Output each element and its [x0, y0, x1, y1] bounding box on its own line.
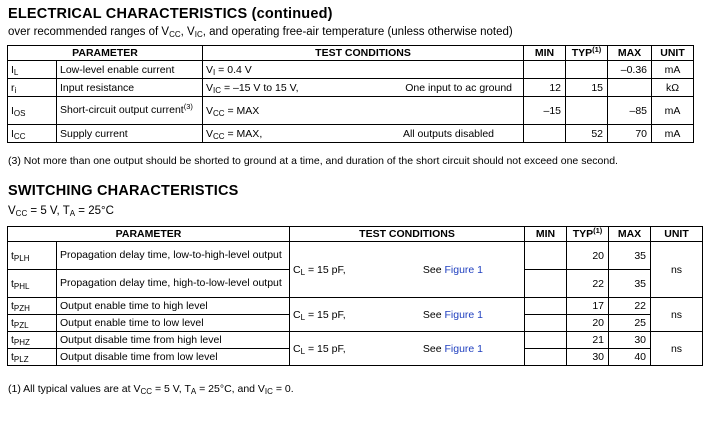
- footnote-ref: (1): [593, 226, 603, 235]
- min-value: [524, 61, 566, 79]
- header-typ-label: TYP: [571, 47, 593, 59]
- switching-title: SWITCHING CHARACTERISTICS: [8, 183, 239, 199]
- param-symbol: [8, 79, 57, 97]
- symbol-sub: PHZ: [13, 338, 30, 347]
- unit-value: mA: [652, 97, 694, 125]
- table-row: [8, 242, 703, 270]
- symbol: I: [11, 104, 14, 117]
- footnote-text: = 0.: [272, 383, 294, 395]
- max-value: 40: [609, 349, 651, 366]
- see-text: See: [422, 342, 445, 355]
- test-condition: [203, 97, 524, 125]
- cond-text: = 15 pF,: [305, 308, 346, 321]
- max-value: 70: [608, 125, 652, 143]
- header-typ: [566, 46, 608, 61]
- symbol: t: [11, 249, 14, 262]
- typ-value: 17: [567, 298, 609, 315]
- param-desc: Propagation delay time, low-to-high-level output: [57, 242, 290, 270]
- header-test-conditions: TEST CONDITIONS: [203, 46, 524, 61]
- min-value: [525, 349, 567, 366]
- symbol: t: [11, 300, 14, 312]
- param-symbol: [8, 332, 57, 349]
- typ-value: 52: [566, 125, 608, 143]
- footnote-text: = 25°C, and V: [196, 383, 265, 395]
- max-value: 35: [609, 270, 651, 298]
- cond-text: V: [206, 127, 214, 140]
- subtitle-sub: CC: [169, 30, 181, 39]
- param-symbol: [8, 242, 57, 270]
- cond-text: C: [293, 308, 301, 321]
- header-min: MIN: [525, 227, 567, 242]
- footnote-ref: (1): [592, 45, 602, 54]
- figure-link[interactable]: Figure 1: [444, 263, 484, 276]
- symbol: t: [11, 334, 14, 346]
- see-text: See: [422, 263, 445, 276]
- param-desc: Output enable time to low level: [57, 315, 290, 332]
- typ-value: 22: [567, 270, 609, 298]
- subtitle-text: , V: [180, 26, 195, 38]
- footnote-sub: IC: [264, 387, 273, 396]
- table-row: [8, 298, 703, 315]
- param-symbol: [8, 270, 57, 298]
- param-symbol: [8, 97, 57, 125]
- subtitle-text: = 25°C: [75, 205, 114, 217]
- electrical-title: ELECTRICAL CHARACTERISTICS (continued): [8, 6, 333, 22]
- electrical-footnote: (3) Not more than one output should be shorted to ground at a time, and duration of the short circuit should not exceed one second.: [8, 155, 618, 167]
- subtitle-text: over recommended ranges of V: [8, 26, 170, 38]
- footnote-ref: (3): [183, 102, 193, 111]
- cond-sub: I: [213, 67, 216, 77]
- min-value: [524, 125, 566, 143]
- switching-table: [7, 226, 703, 366]
- cond-text: V: [206, 81, 214, 94]
- unit-value: ns: [651, 242, 703, 298]
- header-typ: [567, 227, 609, 242]
- param-symbol: [8, 315, 57, 332]
- header-max: MAX: [608, 46, 652, 61]
- figure-link[interactable]: Figure 1: [444, 342, 484, 355]
- symbol-sub: PHL: [13, 281, 30, 291]
- param-desc: Low-level enable current: [57, 61, 203, 79]
- table-header-row: [8, 227, 703, 242]
- electrical-subtitle: [8, 26, 513, 38]
- max-value: 30: [609, 332, 651, 349]
- cond-sub: L: [300, 312, 306, 322]
- min-value: –15: [524, 97, 566, 125]
- typ-value: 21: [567, 332, 609, 349]
- typ-value: 20: [567, 242, 609, 270]
- symbol-sub: PZH: [13, 304, 30, 313]
- cond-text: C: [293, 342, 301, 355]
- header-min: MIN: [524, 46, 566, 61]
- symbol-sub: PLZ: [13, 355, 29, 364]
- footnote-sub: CC: [140, 387, 153, 396]
- footnote-text: (1) All typical values are at V: [8, 383, 141, 395]
- param-desc: Propagation delay time, high-to-low-level output: [57, 270, 290, 298]
- param-symbol: [8, 349, 57, 366]
- header-max: MAX: [609, 227, 651, 242]
- table-row: [8, 61, 694, 79]
- subtitle-sub: IC: [194, 30, 203, 39]
- min-value: [525, 315, 567, 332]
- subtitle-sub: CC: [15, 209, 28, 218]
- symbol: r: [11, 81, 15, 94]
- max-value: 22: [609, 298, 651, 315]
- typ-value: 30: [567, 349, 609, 366]
- test-condition: [203, 61, 524, 79]
- typ-value: [566, 61, 608, 79]
- symbol: t: [11, 351, 14, 363]
- desc-text: Short-circuit output current: [60, 104, 184, 116]
- symbol: t: [11, 317, 14, 329]
- subtitle-text: V: [8, 205, 16, 217]
- header-parameter: PARAMETER: [8, 227, 290, 242]
- header-unit: UNIT: [652, 46, 694, 61]
- param-symbol: [8, 125, 57, 143]
- max-value: 25: [609, 315, 651, 332]
- test-condition: [203, 79, 524, 97]
- symbol-sub: CC: [13, 131, 26, 141]
- min-value: [525, 242, 567, 270]
- switching-subtitle: [8, 205, 114, 217]
- cond-text: = –15 V to 15 V,: [221, 81, 299, 94]
- cond-right: All outputs disabled: [402, 127, 495, 140]
- cond-sub: CC: [213, 131, 225, 141]
- typ-value: 15: [566, 79, 608, 97]
- cond-text: V: [206, 63, 214, 76]
- header-parameter: PARAMETER: [8, 46, 203, 61]
- symbol: I: [11, 127, 14, 140]
- cond-text: V: [206, 104, 214, 117]
- unit-value: ns: [651, 298, 703, 332]
- figure-link[interactable]: Figure 1: [444, 308, 484, 321]
- header-typ-label: TYP: [572, 228, 594, 240]
- cond-text: = MAX,: [224, 127, 263, 140]
- symbol-sub: L: [13, 67, 19, 77]
- test-condition: [290, 298, 525, 332]
- symbol-sub: PZL: [13, 321, 29, 330]
- param-desc: Supply current: [57, 125, 203, 143]
- symbol-sub: OS: [13, 108, 26, 118]
- unit-value: kΩ: [652, 79, 694, 97]
- table-row: [8, 79, 694, 97]
- cond-text: = 15 pF,: [305, 342, 346, 355]
- max-value: 35: [609, 242, 651, 270]
- param-desc: Output disable time from low level: [57, 349, 290, 366]
- min-value: [525, 270, 567, 298]
- cond-text: = MAX: [224, 104, 260, 117]
- switching-footnote: [8, 383, 294, 395]
- max-value: –85: [608, 97, 652, 125]
- min-value: [525, 298, 567, 315]
- typ-value: [566, 97, 608, 125]
- param-desc: Output disable time from high level: [57, 332, 290, 349]
- table-header-row: [8, 46, 694, 61]
- table-row: [8, 97, 694, 125]
- symbol-sub: PLH: [13, 253, 30, 263]
- symbol: I: [11, 63, 14, 76]
- param-desc: Input resistance: [57, 79, 203, 97]
- test-condition: [290, 332, 525, 366]
- unit-value: mA: [652, 125, 694, 143]
- test-condition: [203, 125, 524, 143]
- max-value: [608, 79, 652, 97]
- param-symbol: [8, 298, 57, 315]
- table-row: [8, 125, 694, 143]
- subtitle-text: , and operating free-air temperature (unless otherwise noted): [202, 26, 513, 38]
- param-symbol: [8, 61, 57, 79]
- cond-right: One input to ac ground: [405, 81, 513, 94]
- electrical-table: [7, 45, 694, 143]
- cond-text: C: [293, 263, 301, 276]
- cond-text: = 15 pF,: [305, 263, 346, 276]
- unit-value: ns: [651, 332, 703, 366]
- max-value: –0.36: [608, 61, 652, 79]
- typ-value: 20: [567, 315, 609, 332]
- subtitle-text: = 5 V, T: [27, 205, 70, 217]
- cond-sub: CC: [213, 108, 225, 118]
- footnote-text: = 5 V, T: [152, 383, 191, 395]
- min-value: [525, 332, 567, 349]
- symbol: t: [11, 277, 14, 290]
- unit-value: mA: [652, 61, 694, 79]
- table-row: [8, 332, 703, 349]
- min-value: 12: [524, 79, 566, 97]
- param-desc: [57, 97, 203, 125]
- test-condition: [290, 242, 525, 298]
- symbol-sub: i: [14, 85, 17, 95]
- cond-sub: L: [300, 346, 306, 356]
- header-test-conditions: TEST CONDITIONS: [290, 227, 525, 242]
- footnote-sub: A: [190, 387, 197, 396]
- header-unit: UNIT: [651, 227, 703, 242]
- param-desc: Output enable time to high level: [57, 298, 290, 315]
- cond-sub: L: [300, 267, 306, 277]
- cond-text: = 0.4 V: [215, 63, 252, 76]
- subtitle-sub: A: [69, 209, 76, 218]
- cond-sub: IC: [213, 85, 222, 95]
- see-text: See: [422, 308, 445, 321]
